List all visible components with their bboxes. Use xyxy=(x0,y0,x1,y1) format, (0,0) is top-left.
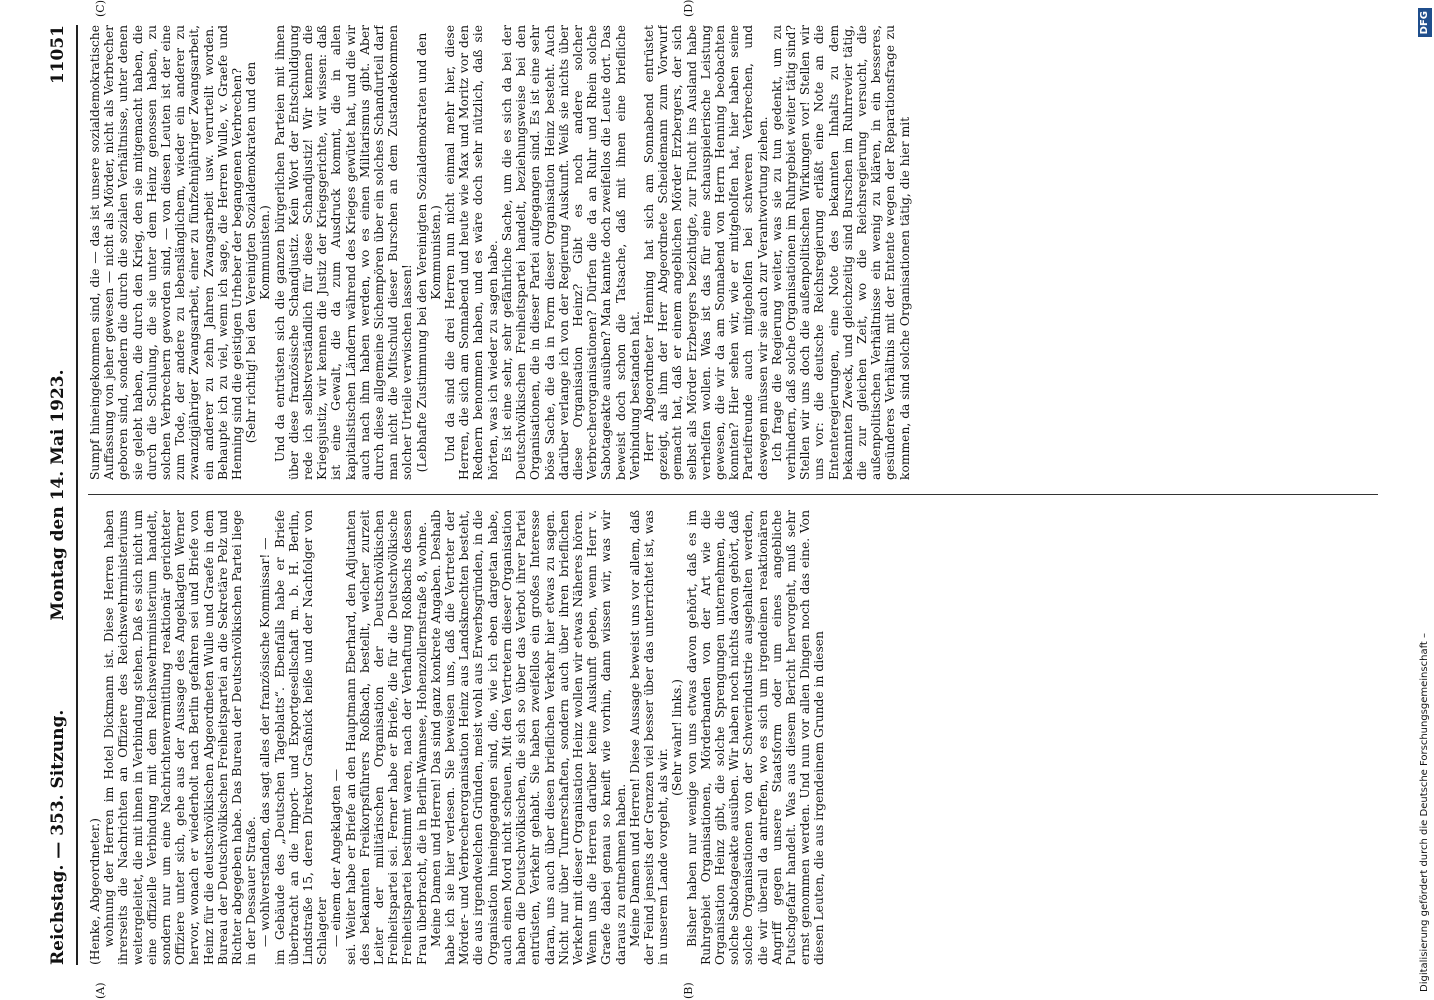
digitization-credit xyxy=(1418,8,1432,992)
interjection: — wohlverstanden, das sagt alles der französische Kommissar! — xyxy=(258,537,273,947)
speaker-attribution: (Henke, Abgeordneter.) xyxy=(88,818,102,965)
marker-c: (C) xyxy=(94,0,107,17)
paragraph: im Gebäude des „Deutschen Tageblatts“. Ebenfalls habe er Briefe überbracht an die Import- und Exportgesellschaft m. b. H. Berlin, Lindstraße 15, deren Direktor Graßnick heiße und der Nachfolger von Schlageter xyxy=(272,510,330,965)
marker-a: (A) xyxy=(94,982,107,999)
column-left xyxy=(88,510,1378,965)
paragraph: Meine Damen und Herren! Das sind ganz konkrete Angaben. Deshalb habe ich sie hier verlesen. Sie beweisen uns, daß die Vertreter der Mörder- und Verbrecherorganisation Heinz aus Landsknechten besteht, die aus irgendwelchen Gründen, meist wohl aus Erwerbsgründen, in die Organisation hineingegangen sind, die, wie ich eben dargetan habe, auch einen Mord nicht scheuen. Mit den Vertretern dieser Organisation haben die Deutschvölkischen, die sich so über das Verbot ihrer Partei entrüsten, Verkehr gehabt. Sie haben zweifellos ein großes Interesse daran, uns auch über diesen brieflichen Verkehr hier etwas zu sagen. Nicht nur über Turnerschaften, sondern auch über ihren brieflichen Verkehr mit dieser Organisation Heinz wollen wir etwas Näheres hören. Wenn uns die Herren darüber keine Auskunft geben, wenn Herr v. Graefe dabei genau so kneift wie vorhin, dann wissen wir, was wir daraus zu entnehmen haben. xyxy=(428,510,628,965)
credit-text xyxy=(1418,8,1432,992)
paragraph: Und da sind die drei Herren nun nicht einmal mehr hier, diese Herren, die sich am Sonnabend und heute wie Max und Moritz vor den Rednern benommen haben, und es wäre doch sehr nützlich, daß sie hörten, was ich wieder zu sagen habe. xyxy=(443,25,500,480)
paragraph: Es ist eine sehr, sehr gefährliche Sache, um die es sich da bei der Deutschvölkischen Freiheitspartei handelt, beziehungsweise bei den Organisationen, die in dieser Partei aufgegangen sind. Es ist eine sehr böse Sache, die da in Form dieser Organisation Heinz besteht. Auch darüber verlange ich von der Regierung Auskunft. Weiß sie nichts über diese Organisation Heinz? Gibt es noch andere solcher Verbrecherorganisationen? Dürfen die da an Ruhr und Rhein solche Sabotageakte ausüben? Man kannte doch zweifellos die Leute dort. Das beweist doch schon die Tatsache, daß mit ihnen eine briefliche Verbindung bestanden hat. xyxy=(499,25,642,480)
interjection: — einem der Angeklagten — xyxy=(329,769,344,947)
interjection: (Sehr richtig! bei den Vereinigten Sozialdemokraten und den Kommunisten.) xyxy=(244,61,273,444)
page-number: 11051 xyxy=(48,25,68,85)
paragraph: Ich frage die Regierung weiter, was sie zu tun gedenkt, um zu verhindern, daß solche Organisationen im Ruhrgebiet weiter tätig sind? Stellen wir uns doch die außenpolitischen Wirkungen vor! Stellen wir uns vor: die deutsche Reichsregierung erläßt eine Note an die Ententeregierungen, eine Note des bekannten Inhalts zu dem bekannten Zweck, und gleichzeitig sind Burschen im Ruhrrevier tätig, die zur gleichen Zeit, wo die Reichsregierung versucht, die außenpolitischen Verhältnisse ein wenig zu klären, in ein besseres, gesünderes Verhältnis mit der Entente wegen der Reparationsfrage zu kommen, da sind solche Organisationen tätig, die hier mit xyxy=(769,25,912,480)
paragraph: Und da entrüsten sich die ganzen bürgerlichen Parteien mit ihnen über diese französische Schandjustiz. Kein Wort der Entschuldigung rede ich selbstverständlich für diese Schandjustiz! Wir kennen die Kriegsjustiz, wir kennen die Justiz der Kriegsgerichte, wir wissen: daß ist eine Gewalt, die da zum Ausdruck kommt, die in allen kapitalistischen Ländern während des Krieges gewütet hat, und die wir auch nach ihm haben werden, wo es einen Militarismus gibt. Aber durch diese allgemeine Sichempören über ein solches Schandurteil darf man nicht die Mitschuld dieser Burschen an dem Zustandekommen solcher Urteile verwischen lassen! xyxy=(272,25,415,480)
interjection: (Sehr wahr! links.) xyxy=(670,679,685,796)
paragraph: wohnung der Herren im Hotel Dickmann ist. Diese Herren haben ihrerseits die Nachrichten an Offiziere des Reichswehrministeriums weitergeleitet, die mit ihnen in Verbindung stehen. Daß es sich nicht um eine offizielle Verbindung mit dem Reichswehrministerium handelt, sondern nur um eine Nachrichtenvermittlung reaktionär gerichteter Offiziere unter sich, gehe aus der Aussage des Angeklagten Werner hervor, wonach er wiederholt nach Berlin gefahren sei und Briefe von Heinz für die deutschvölkischen Abgeordneten Wulle und Graefe in dem Bureau der Deutschvölkischen Freiheitspartei an die Sekretäre Pelz und Richter abgegeben habe. Das Bureau der Deutschvölkischen Partei liege in der Dessauer Straße. xyxy=(102,510,259,965)
dfg-logo: DFG xyxy=(1418,8,1432,37)
marker-b: (B) xyxy=(682,982,695,999)
paragraph: Herr Abgeordneter Henning hat sich am Sonnabend entrüstet gezeigt, als ihm der Herr Abgeordnete Scheidemann zum Vorwurf gemacht hat, daß er einem angeblichen Mörder Erzbergers, der sich selbst als Mörder Erzbergers bezichtigte, zur Flucht ins Ausland habe verhelfen wollen. Was ist das für eine schauspielerische Leistung gewesen, die wir da am Sonnabend von Herrn Henning beobachten konnten? Hier sehen wir, wie er mitgeholfen hat, hier haben seine Parteifreunde auch mitgeholfen bei schweren Verbrechen, und deswegen müssen wir sie auch zur Verantwortung ziehen. xyxy=(641,25,770,480)
column-divider xyxy=(88,494,1378,495)
paragraph: Sumpf hineingekommen sind, die — das ist unsere sozialdemokratische Auffassung von jeher gewesen — nicht als Mörder, nicht als Verbrecher geboren sind, sondern die durch die sozialen Verhältnisse, unter denen sie gelebt haben, die durch den Krieg, den sie mitgemacht haben, die durch die Schulung, die sie unter dem Heinz genossen haben, zu solchen Verbrechern geworden sind, — von diesen Leuten ist der eine zum Tode, der andere zu lebenslänglichem, wieder ein anderer zu zwanzigjähriger Zwangsarbeit, einer zu fünfzehnjähriger Zwangsarbeit, ein anderer zu zehn Jahren Zwangsarbeit usw. verurteilt worden. Behaupte ich zu viel, wenn ich sage, die Herren Wulle, v. Graefe und Henning sind die geistigen Urheber der begangenen Verbrechen? xyxy=(88,25,245,480)
rotated-page xyxy=(42,0,1392,999)
marker-d: (D) xyxy=(682,0,695,17)
interjection: (Lebhafte Zustimmung bei den Vereinigten Sozialdemokraten und den Kommunisten.) xyxy=(414,32,443,473)
paragraph: Meine Damen und Herren! Diese Aussage beweist uns vor allem, daß der Feind jenseits der Grenzen viel besser über das unterrichtet ist, was in unserem Lande vorgeht, als wir. xyxy=(627,510,671,965)
paragraph: sei. Weiter habe er Briefe an den Hauptmann Eberhard, den Adjutanten des bekannten Freikorpsführers Roßbach, bestellt, welcher zurzeit Leiter der militärischen Organisation der Deutschvölkischen Freiheitspartei sei. Ferner habe er Briefe, die für die Deutschvölkische Freiheitspartei bestimmt waren, nach der Verhaftung Roßbachs dessen Frau überbracht, die in Berlin-Wannsee, Hohenzollernstraße 8, wohne. xyxy=(343,510,429,965)
header-center: Montag den 14. Mai 1923. xyxy=(48,369,68,621)
paragraph: Bisher haben nur wenige von uns etwas davon gehört, daß es im Ruhrgebiet Organisationen, Mörderbanden von der Art wie die Organisation Heinz gibt, die solche Sprengungen unternehmen, die solche Sabotageakte ausüben. Wir haben noch nichts davon gehört, daß solche Organisationen von der Schwerindustrie ausgehalten werden, die wir überall da antreffen, wo es sich um irgendeinen reaktionären Angriff gegen unsere Staatsform oder um eines angebliche Putschgefahr handelt. Was aus diesem Bericht hervorgeht, muß sehr ernst genommen werden. Und nun vor allen Dingen noch das eine. Von diesen Leuten, die aus irgendeinem Grunde in diesen xyxy=(684,510,827,965)
credit-line: Digitalisierung gefördert durch die Deutsche Forschungsgemeinschaft – xyxy=(1419,632,1430,992)
header-left: Reichstag. — 353. Sitzung. xyxy=(48,709,68,965)
column-right xyxy=(88,25,1378,480)
page-header xyxy=(42,25,78,965)
